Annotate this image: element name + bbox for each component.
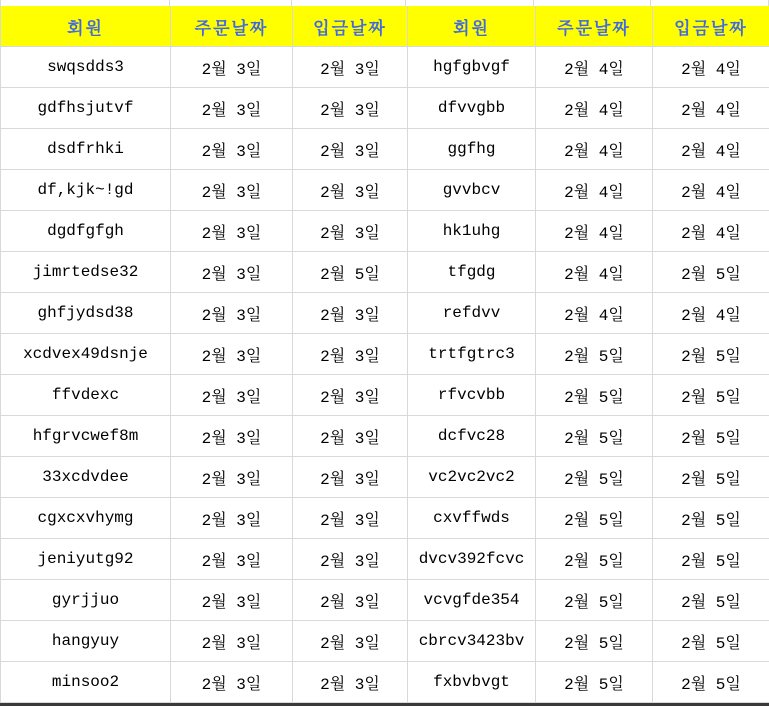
header-order-date-left[interactable]: 주문날짜 bbox=[171, 6, 293, 47]
member-cell[interactable]: jimrtedse32 bbox=[1, 252, 171, 293]
order-date-cell[interactable]: 2월 5일 bbox=[536, 498, 653, 539]
deposit-date-cell[interactable]: 2월 5일 bbox=[653, 498, 769, 539]
header-row bbox=[1, 6, 769, 47]
order-date-cell[interactable]: 2월 4일 bbox=[536, 293, 653, 334]
column-gridline bbox=[406, 0, 534, 6]
table-row bbox=[1, 293, 769, 334]
deposit-date-cell[interactable]: 2월 5일 bbox=[653, 662, 769, 703]
deposit-date-cell[interactable]: 2월 3일 bbox=[293, 498, 408, 539]
header-order-date-right[interactable]: 주문날짜 bbox=[536, 6, 653, 47]
deposit-date-cell[interactable]: 2월 3일 bbox=[293, 539, 408, 580]
order-date-cell[interactable]: 2월 5일 bbox=[536, 375, 653, 416]
member-cell[interactable]: dvcv392fcvc bbox=[408, 539, 536, 580]
member-cell[interactable]: dsdfrhki bbox=[1, 129, 171, 170]
member-cell[interactable]: gvvbcv bbox=[408, 170, 536, 211]
order-date-cell[interactable]: 2월 3일 bbox=[171, 416, 293, 457]
deposit-date-cell[interactable]: 2월 5일 bbox=[653, 252, 769, 293]
deposit-date-cell[interactable]: 2월 5일 bbox=[293, 252, 408, 293]
deposit-date-cell[interactable]: 2월 5일 bbox=[653, 580, 769, 621]
header-deposit-date-right[interactable]: 입금날짜 bbox=[653, 6, 769, 47]
order-date-cell[interactable]: 2월 3일 bbox=[171, 88, 293, 129]
member-cell[interactable]: minsoo2 bbox=[1, 662, 171, 703]
member-cell[interactable]: swqsdds3 bbox=[1, 47, 171, 88]
member-cell[interactable]: vc2vc2vc2 bbox=[408, 457, 536, 498]
member-cell[interactable]: dgdfgfgh bbox=[1, 211, 171, 252]
order-date-cell[interactable]: 2월 4일 bbox=[536, 252, 653, 293]
deposit-date-cell[interactable]: 2월 3일 bbox=[293, 47, 408, 88]
deposit-date-cell[interactable]: 2월 4일 bbox=[653, 170, 769, 211]
table-row bbox=[1, 498, 769, 539]
order-date-cell[interactable]: 2월 3일 bbox=[171, 334, 293, 375]
member-cell[interactable]: refdvv bbox=[408, 293, 536, 334]
deposit-date-cell[interactable]: 2월 3일 bbox=[293, 211, 408, 252]
column-gridline bbox=[1, 0, 170, 6]
deposit-date-cell[interactable]: 2월 5일 bbox=[653, 621, 769, 662]
table-row bbox=[1, 416, 769, 457]
deposit-date-cell[interactable]: 2월 5일 bbox=[653, 416, 769, 457]
order-date-cell[interactable]: 2월 3일 bbox=[171, 47, 293, 88]
order-date-cell[interactable]: 2월 5일 bbox=[536, 580, 653, 621]
member-cell[interactable]: 33xcdvdee bbox=[1, 457, 171, 498]
order-date-cell[interactable]: 2월 4일 bbox=[536, 129, 653, 170]
deposit-date-cell[interactable]: 2월 4일 bbox=[653, 88, 769, 129]
member-cell[interactable]: ggfhg bbox=[408, 129, 536, 170]
deposit-date-cell[interactable]: 2월 3일 bbox=[293, 580, 408, 621]
order-date-cell[interactable]: 2월 3일 bbox=[171, 539, 293, 580]
order-date-cell[interactable]: 2월 4일 bbox=[536, 47, 653, 88]
top-row-sliver bbox=[0, 0, 769, 6]
order-date-cell[interactable]: 2월 3일 bbox=[171, 662, 293, 703]
member-cell[interactable]: dcfvc28 bbox=[408, 416, 536, 457]
deposit-date-cell[interactable]: 2월 3일 bbox=[293, 170, 408, 211]
member-cell[interactable]: gdfhsjutvf bbox=[1, 88, 171, 129]
order-date-cell[interactable]: 2월 3일 bbox=[171, 129, 293, 170]
table-body bbox=[1, 47, 769, 703]
table-row bbox=[1, 662, 769, 703]
member-cell[interactable]: ghfjydsd38 bbox=[1, 293, 171, 334]
orders-table bbox=[0, 6, 769, 703]
order-date-cell[interactable]: 2월 3일 bbox=[171, 621, 293, 662]
order-date-cell[interactable]: 2월 4일 bbox=[536, 88, 653, 129]
deposit-date-cell[interactable]: 2월 5일 bbox=[653, 375, 769, 416]
order-date-cell[interactable]: 2월 5일 bbox=[536, 539, 653, 580]
member-cell[interactable]: xcdvex49dsnje bbox=[1, 334, 171, 375]
table-row bbox=[1, 170, 769, 211]
member-cell[interactable]: fxbvbvgt bbox=[408, 662, 536, 703]
table-row bbox=[1, 457, 769, 498]
deposit-date-cell[interactable]: 2월 3일 bbox=[293, 416, 408, 457]
table-row bbox=[1, 375, 769, 416]
column-gridline bbox=[651, 0, 769, 6]
order-date-cell[interactable]: 2월 5일 bbox=[536, 457, 653, 498]
member-cell[interactable]: hangyuy bbox=[1, 621, 171, 662]
member-cell[interactable]: df,kjk~!gd bbox=[1, 170, 171, 211]
deposit-date-cell[interactable]: 2월 4일 bbox=[653, 47, 769, 88]
member-cell[interactable]: hk1uhg bbox=[408, 211, 536, 252]
column-gridline bbox=[534, 0, 651, 6]
order-date-cell[interactable]: 2월 3일 bbox=[171, 457, 293, 498]
order-date-cell[interactable]: 2월 3일 bbox=[171, 170, 293, 211]
deposit-date-cell[interactable]: 2월 3일 bbox=[293, 457, 408, 498]
table-row bbox=[1, 129, 769, 170]
deposit-date-cell[interactable]: 2월 5일 bbox=[653, 457, 769, 498]
order-date-cell[interactable]: 2월 3일 bbox=[171, 375, 293, 416]
member-cell[interactable]: tfgdg bbox=[408, 252, 536, 293]
column-gridline bbox=[292, 0, 407, 6]
table-row bbox=[1, 621, 769, 662]
order-date-cell[interactable]: 2월 3일 bbox=[171, 580, 293, 621]
member-cell[interactable]: cgxcxvhymg bbox=[1, 498, 171, 539]
member-cell[interactable]: dfvvgbb bbox=[408, 88, 536, 129]
table-row bbox=[1, 47, 769, 88]
deposit-date-cell[interactable]: 2월 4일 bbox=[653, 211, 769, 252]
deposit-date-cell[interactable]: 2월 5일 bbox=[653, 334, 769, 375]
order-date-cell[interactable]: 2월 3일 bbox=[171, 293, 293, 334]
deposit-date-cell[interactable]: 2월 3일 bbox=[293, 621, 408, 662]
table-row bbox=[1, 88, 769, 129]
member-cell[interactable]: vcvgfde354 bbox=[408, 580, 536, 621]
deposit-date-cell[interactable]: 2월 3일 bbox=[293, 293, 408, 334]
table-row bbox=[1, 211, 769, 252]
order-date-cell[interactable]: 2월 3일 bbox=[171, 211, 293, 252]
order-date-cell[interactable]: 2월 3일 bbox=[171, 498, 293, 539]
member-cell[interactable]: jeniyutg92 bbox=[1, 539, 171, 580]
table-row bbox=[1, 252, 769, 293]
member-cell[interactable]: rfvcvbb bbox=[408, 375, 536, 416]
member-cell[interactable]: hgfgbvgf bbox=[408, 47, 536, 88]
deposit-date-cell[interactable]: 2월 3일 bbox=[293, 662, 408, 703]
deposit-date-cell[interactable]: 2월 3일 bbox=[293, 334, 408, 375]
order-date-cell[interactable]: 2월 3일 bbox=[171, 252, 293, 293]
member-cell[interactable]: hfgrvcwef8m bbox=[1, 416, 171, 457]
deposit-date-cell[interactable]: 2월 4일 bbox=[653, 129, 769, 170]
table-row bbox=[1, 334, 769, 375]
member-cell[interactable]: ffvdexc bbox=[1, 375, 171, 416]
header-member-right[interactable]: 회원 bbox=[408, 6, 536, 47]
order-date-cell[interactable]: 2월 5일 bbox=[536, 334, 653, 375]
member-cell[interactable]: cxvffwds bbox=[408, 498, 536, 539]
table-row bbox=[1, 539, 769, 580]
order-date-cell[interactable]: 2월 4일 bbox=[536, 211, 653, 252]
deposit-date-cell[interactable]: 2월 3일 bbox=[293, 88, 408, 129]
table-row bbox=[1, 580, 769, 621]
member-cell[interactable]: cbrcv3423bv bbox=[408, 621, 536, 662]
deposit-date-cell[interactable]: 2월 4일 bbox=[653, 293, 769, 334]
member-cell[interactable]: trtfgtrc3 bbox=[408, 334, 536, 375]
order-date-cell[interactable]: 2월 4일 bbox=[536, 170, 653, 211]
deposit-date-cell[interactable]: 2월 3일 bbox=[293, 129, 408, 170]
column-gridline bbox=[170, 0, 292, 6]
header-deposit-date-left[interactable]: 입금날짜 bbox=[293, 6, 408, 47]
order-date-cell[interactable]: 2월 5일 bbox=[536, 621, 653, 662]
deposit-date-cell[interactable]: 2월 5일 bbox=[653, 539, 769, 580]
order-date-cell[interactable]: 2월 5일 bbox=[536, 416, 653, 457]
order-date-cell[interactable]: 2월 5일 bbox=[536, 662, 653, 703]
header-member-left[interactable]: 회원 bbox=[1, 6, 171, 47]
deposit-date-cell[interactable]: 2월 3일 bbox=[293, 375, 408, 416]
member-cell[interactable]: gyrjjuo bbox=[1, 580, 171, 621]
